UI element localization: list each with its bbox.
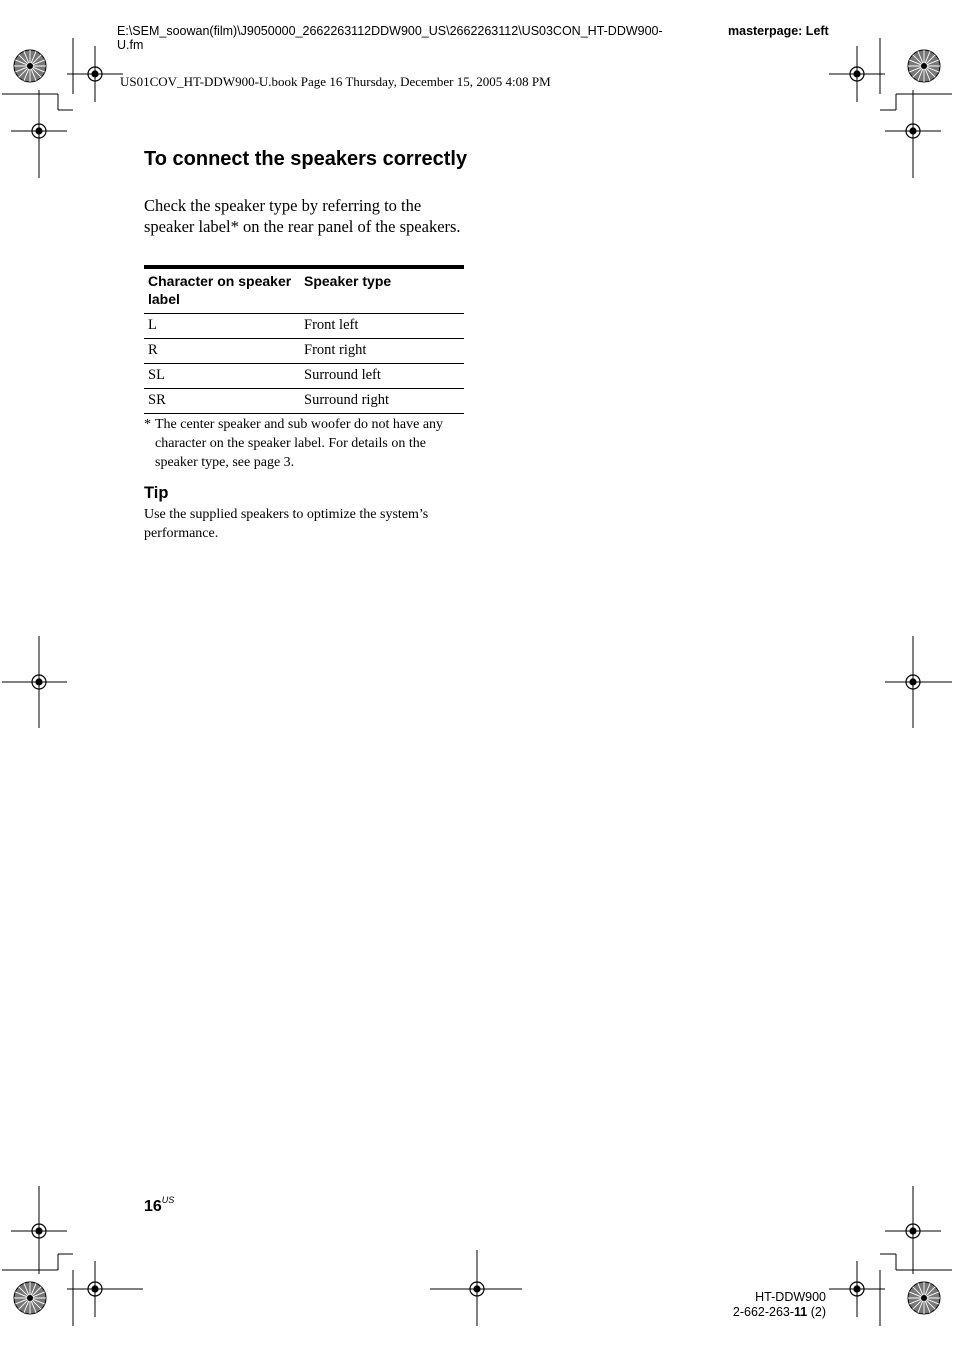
footnote-text: The center speaker and sub woofer do not have any character on the speaker label. For details on the speaker type, see page 3. bbox=[155, 417, 444, 470]
table-cell: Front left bbox=[300, 314, 464, 339]
registration-mark-icon bbox=[829, 1261, 885, 1317]
star-target-icon bbox=[14, 1282, 46, 1314]
column-header: Speaker type bbox=[300, 267, 464, 314]
book-info-line: US01COV_HT-DDW900-U.book Page 16 Thursday, December 15, 2005 4:08 PM bbox=[120, 74, 551, 89]
tip-heading: Tip bbox=[144, 484, 169, 502]
table-cell: SL bbox=[144, 364, 300, 389]
page-number-suffix: US bbox=[161, 1195, 175, 1205]
table-cell: R bbox=[144, 339, 300, 364]
speaker-label-table bbox=[144, 265, 464, 414]
table-row bbox=[144, 364, 464, 389]
star-target-icon bbox=[14, 50, 46, 82]
table-row bbox=[144, 389, 464, 414]
registration-mark-icon bbox=[829, 46, 885, 102]
intro-paragraph: Check the speaker type by referring to the speaker label* on the rear panel of the speakers. bbox=[144, 196, 461, 236]
registration-mark-icon bbox=[67, 46, 123, 102]
page-number-value: 16 bbox=[144, 1198, 162, 1215]
column-header: Character on speaker label bbox=[144, 267, 300, 314]
masterpage-label: masterpage: Left bbox=[728, 24, 829, 38]
table-cell: Surround left bbox=[300, 364, 464, 389]
model-info bbox=[700, 1290, 826, 1320]
table-header-row bbox=[144, 267, 464, 314]
section-title: To connect the speakers correctly bbox=[144, 148, 468, 170]
tip-text: Use the supplied speakers to optimize the system’s performance. bbox=[144, 507, 429, 541]
table-row bbox=[144, 314, 464, 339]
table-row bbox=[144, 339, 464, 364]
table-cell: L bbox=[144, 314, 300, 339]
file-path: E:\SEM_soowan(film)\J9050000_2662263112DDW900_US\2662263112\US03CON_HT-DDW900-U.fm bbox=[117, 24, 663, 52]
table-cell: Front right bbox=[300, 339, 464, 364]
table-cell: SR bbox=[144, 389, 300, 414]
part-code: 2-662-263-11 (2) bbox=[732, 1305, 826, 1319]
model-name: HT-DDW900 bbox=[755, 1290, 826, 1304]
table-cell: Surround right bbox=[300, 389, 464, 414]
footnote-mark: * bbox=[144, 417, 151, 432]
star-target-icon bbox=[908, 50, 940, 82]
page-number bbox=[144, 1195, 174, 1216]
star-target-icon bbox=[908, 1282, 940, 1314]
footnote bbox=[144, 415, 464, 472]
